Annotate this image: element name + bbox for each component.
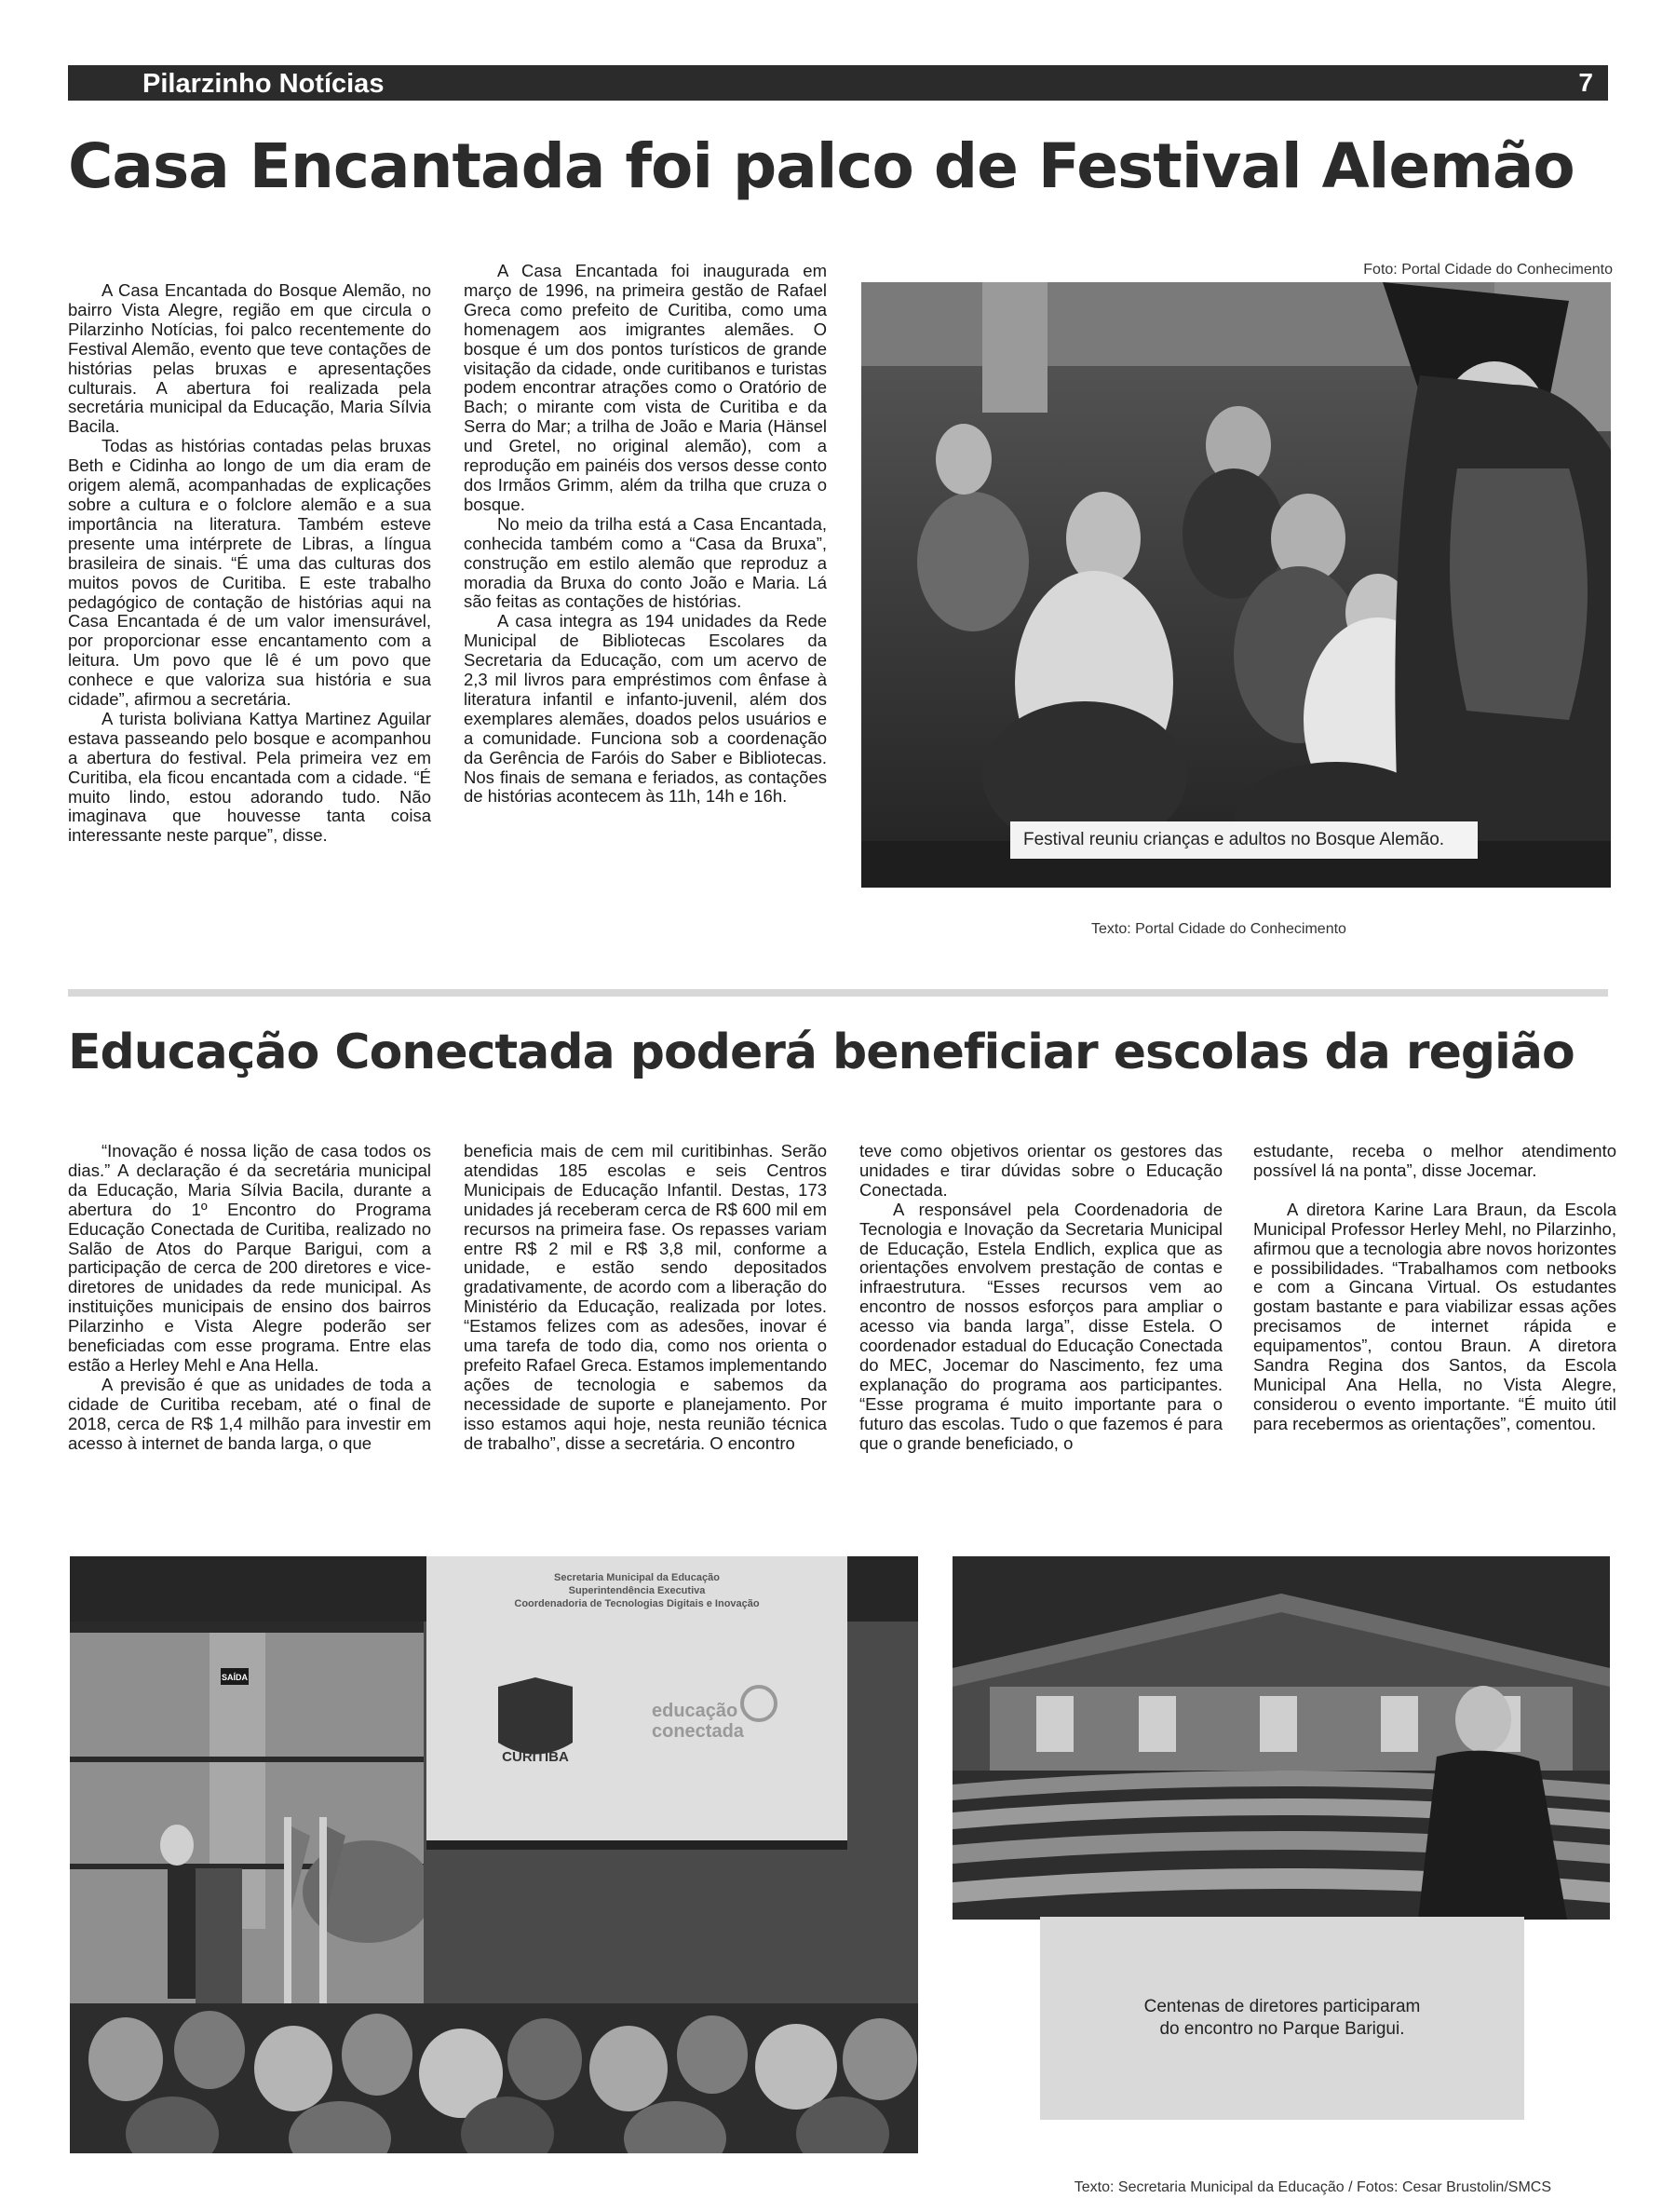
paragraph: estudante, receba o melhor atendimento possível lá na ponta”, disse Jocemar. xyxy=(1253,1141,1616,1180)
paragraph: A turista boliviana Kattya Martinez Aguilar estava passeando pelo bosque e acompanhou a abertura do festival. Pela primeira vez em Curitiba, ela ficou encantada com a cidade. “É muito lindo, estou adorando tudo. Não imaginava que houvesse tanta coisa interessante neste parque”, disse. xyxy=(68,708,431,846)
article2-column-4 xyxy=(1253,1142,1616,1434)
screen-line-2: Superintendência Executiva xyxy=(568,1585,706,1596)
festival-photo-caption: Festival reuniu crianças e adultos no Bosque Alemão. xyxy=(1010,821,1478,859)
article2-credit: Texto: Secretaria Municipal da Educação / Fotos: Cesar Brustolin/SMCS xyxy=(1074,2179,1551,2195)
page-number: 7 xyxy=(1578,68,1593,97)
audience-photo-caption-line-2: do encontro no Parque Barigui. xyxy=(1159,2019,1405,2039)
audience-photo-caption-panel xyxy=(1040,1917,1524,2120)
screen-line-1: Secretaria Municipal da Educação xyxy=(554,1572,720,1583)
article1-headline: Casa Encantada foi palco de Festival Alemão xyxy=(68,130,1575,202)
paragraph: “Inovação é nossa lição de casa todos os dias.” A declaração é da secretária municipal da Educação, Maria Sílvia Bacila, durante a abertura do 1º Encontro do Programa Educação Conectada de Curitiba, realizado no Salão de Atos do Parque Barigui, com a participação de cerca de 200 diretores e vice-diretores de unidades da rede municipal. As instituições municipais de ensino dos bairros Pilarzinho e Vista Alegre poderão ser beneficiadas com esse programa. Entre elas estão a Herley Mehl e Ana Hella. xyxy=(68,1141,431,1375)
paragraph: beneficia mais de cem mil curitibinhas. Serão atendidas 185 escolas e seis Centros Municipais de Educação Infantil. Destas, 173 unidades já receberam cerca de R$ 600 mil em recursos na primeira fase. Os repasses variam entre R$ 2 mil e R$ 3,8 mil, conforme a unidade, e estão sendo depositados gradativamente, de acordo com a liberação do Ministério da Educação, realizada por lotes. “Estamos felizes com as adesões, inovar é uma tarefa de todo dia, como nos orienta o prefeito Rafael Greca. Estamos implementando ações de tecnologia e sabemos da necessidade de suporte e planejamento. Por isso estamos aqui hoje, nesta reunião técnica de trabalho”, disse a secretária. O encontro xyxy=(464,1141,827,1453)
article2-column-3 xyxy=(859,1142,1223,1454)
audience-photo-caption-line-1: Centenas de diretores participaram xyxy=(1143,1997,1421,2016)
newspaper-title: Pilarzinho Notícias xyxy=(142,69,385,99)
photo-credit: Foto: Portal Cidade do Conhecimento xyxy=(1363,262,1613,278)
paragraph: A Casa Encantada foi inaugurada em março de 1996, na primeira gestão de Rafael Greca como prefeito de Curitiba, como uma homenagem aos imigrantes alemães. O bosque é um dos pontos turísticos de grande visitação da cidade, onde curitibanos e turistas podem encontrar atrações como o Oratório de Bach; o mirante com vista de Curitiba e da Serra do Mar; a trilha de João e Maria (Hänsel und Gretel, no original alemão), com a reprodução em painéis dos versos desse conto dos Irmãos Grimm, além da trilha que cruza o bosque. xyxy=(464,261,827,514)
screen-logo-line-1: educação xyxy=(652,1701,738,1721)
article1-column-1 xyxy=(68,281,431,846)
paragraph: Todas as histórias contadas pelas bruxas Beth e Cidinha ao longo de um dia eram de origem alemã, acompanhadas de explicações sobre a cultura e o folclore alemão e a sua importância na literatura. Também esteve presente uma intérprete de Libras, a língua brasileira de sinais. “É uma das culturas dos muitos povos de Curitiba. E este trabalho pedagógico de contação de histórias aqui na Casa Encantada é de um valor imensurável, por proporcionar esse encantamento com a leitura. Um povo que lê é um povo que conhece e que valoriza sua história e sua cidade”, afirmou a secretária. xyxy=(68,436,431,710)
screen-city-label: CURITIBA xyxy=(502,1749,569,1765)
paragraph: A previsão é que as unidades de toda a cidade de Curitiba recebam, até o final de 2018, cerca de R$ 1,4 milhão para investir em acesso à internet de banda larga, o que xyxy=(68,1374,431,1453)
section-divider xyxy=(68,989,1608,997)
article1-text-credit: Texto: Portal Cidade do Conhecimento xyxy=(1091,921,1346,937)
conference-stage-photo xyxy=(70,1556,918,2153)
paragraph: A responsável pela Coordenadoria de Tecnologia e Inovação da Secretaria Municipal de Educação, Estela Endlich, explica que as orientações envolvem prestação de contas e infraestrutura. “Esses recursos vem ao encontro de nossos esforços para ampliar o acesso via banda larga”, disse Estela. O coordenador estadual do Educação Conectada do MEC, Jocemar do Nascimento, fez uma explanação do programa aos participantes. “Esse programa é muito importante para o futuro das escolas. Tudo o que fazemos é para que o grande beneficiado, o xyxy=(859,1199,1223,1453)
article1-column-2 xyxy=(464,262,827,807)
paragraph: teve como objetivos orientar os gestores das unidades e tirar dúvidas sobre o Educação Conectada. xyxy=(859,1141,1223,1200)
paragraph: No meio da trilha está a Casa Encantada, conhecida também como a “Casa da Bruxa”, construção em estilo alemão que reproduz a moradia da Bruxa do conto João e Maria. Lá são feitas as contações de histórias. xyxy=(464,513,827,612)
article2-headline: Educação Conectada poderá beneficiar escolas da região xyxy=(68,1025,1575,1080)
paragraph: A diretora Karine Lara Braun, da Escola Municipal Professor Herley Mehl, no Pilarzinho, afirmou que a tecnologia abre novos horizontes e possibilidades. “Trabalhamos com netbooks e com a Gincana Virtual. Os estudantes gostam bastante e para viabilizar essas ações precisamos de internet rápida e equipamentos”, contou Braun. A diretora Sandra Regina dos Santos, da Escola Municipal Ana Hella, no Vista Alegre, considerou o evento importante. “É muito útil para recebermos as orientações”, comentou. xyxy=(1253,1199,1616,1433)
audience-hall-photo xyxy=(953,1556,1610,1920)
exit-sign: SAÍDA xyxy=(221,1673,249,1682)
article2-column-1 xyxy=(68,1142,431,1454)
paragraph: A Casa Encantada do Bosque Alemão, no bairro Vista Alegre, região em que circula o Pilarzinho Notícias, foi palco recentemente do Festival Alemão, evento que teve contações de histórias pelas bruxas e apresentações culturais. A abertura foi realizada pela secretária municipal da Educação, Maria Sílvia Bacila. xyxy=(68,280,431,437)
screen-logo-line-2: conectada xyxy=(652,1721,744,1742)
paragraph: A casa integra as 194 unidades da Rede Municipal de Bibliotecas Escolares da Secretaria da Educação, com um acervo de 2,3 mil livros para empréstimos com ênfase à literatura infantil e infanto-juvenil, além dos exemplares alemães, doados pelos usuários e a comunidade. Funciona sob a coordenação da Gerência de Faróis do Saber e Bibliotecas. Nos finais de semana e feriados, as contações de histórias acontecem às 11h, 14h e 16h. xyxy=(464,611,827,807)
article2-column-2 xyxy=(464,1142,827,1454)
page-header-bar xyxy=(68,65,1608,101)
festival-photo xyxy=(861,282,1611,888)
screen-line-3: Coordenadoria de Tecnologias Digitais e Inovação xyxy=(514,1598,760,1609)
